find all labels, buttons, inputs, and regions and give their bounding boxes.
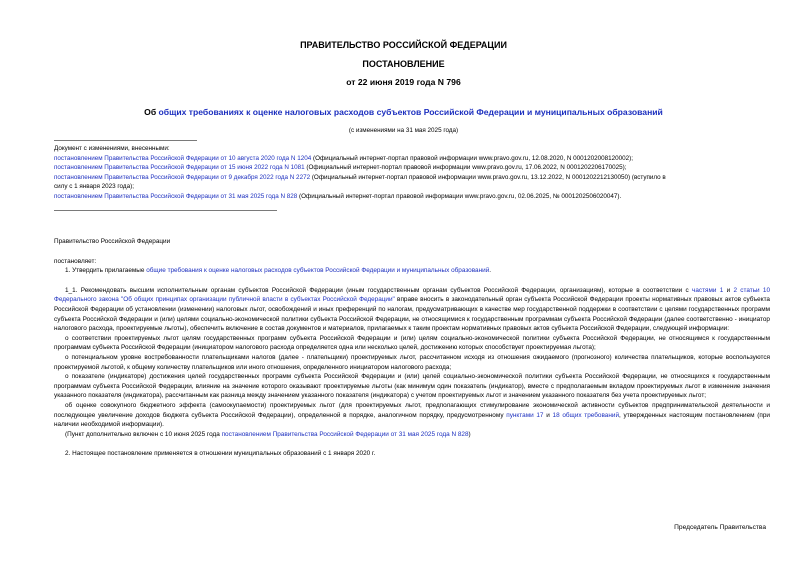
issuer-title: ПРАВИТЕЛЬСТВО РОССИЙСКОЙ ФЕДЕРАЦИИ <box>300 40 507 50</box>
p11-rest: вправе вносить в законодательный орган субъекта Российской Федерации проекты нормативных правовых актов субъекта Российской Федерации об установлении (изменении) налоговых льгот, освобождений и иных преференций по налогам, предусматривающих в качестве мер государственной поддержки в соответствии с целями государственных программ субъекта Российской Федерации и (или) целями социально-экономической политики субъекта Российской Федерации, не относящимися к государственным программам субъекта Российской Федерации (далее соответственно - инициатор налогового расхода, проектируемые льготы), обеспечить включение в состав документов и материалов, прилагаемых к таким проектам нормативных правовых актов субъекта Российской Федерации, следующей информации: <box>54 296 770 333</box>
p15-rest: , утвержденных настоящим постановлением (при наличии необходимой информации). <box>54 411 771 429</box>
edit-text: (Официальный интернет-портал правовой информации www.pravo.gov.ru, 17.06.2022, N 0001202206170025); <box>304 164 627 172</box>
p1-end: . <box>489 267 492 275</box>
note-end: ) <box>468 430 471 438</box>
edit-item <box>54 173 770 183</box>
paragraph-1 <box>54 266 770 276</box>
government-line: Правительство Российской Федерации <box>54 238 171 245</box>
document-body <box>54 237 770 459</box>
edit-text: (Официальный интернет-портал правовой информации www.pravo.gov.ru, 13.12.2022, N 0001202212130050) (вступило в <box>310 173 666 181</box>
document-date: от 22 июня 2019 года N 796 <box>346 77 461 87</box>
heading-link[interactable]: общих требованиях к оценке налоговых расходов субъектов Российской Федерации и муниципальных образований <box>158 107 663 117</box>
note-link[interactable]: постановлением Правительства Российской Федерации от 31 мая 2025 года N 828 <box>221 430 469 438</box>
paragraph-item-2: о потенциальном уровне востребованности плательщиками налогов (далее - плательщики) проектируемых льгот, рассчитанном исходя из отношения ожидаемого (прогнозного) количества плательщиков, которые воспользуются проектируемой льготой, к общему количеству плательщиков или иного отношения, определенного инициатором налогового расхода; <box>54 353 770 371</box>
edits-list <box>54 144 770 202</box>
document-type: ПОСТАНОВЛЕНИЕ <box>362 59 445 69</box>
p15-link-17[interactable]: пунктами 17 <box>506 411 544 419</box>
edit-item <box>54 154 770 164</box>
edit-link[interactable]: постановлением Правительства Российской Федерации от 15 июня 2022 года N 1081 <box>54 164 305 172</box>
edit-text: (Официальный интернет-портал правовой информации www.pravo.gov.ru, 12.08.2020, N 0001202008120002); <box>311 154 634 162</box>
decree-line: постановляет: <box>54 257 97 265</box>
edits-intro: Документ с изменениями, внесенными: <box>54 145 170 152</box>
edit-item <box>54 192 770 202</box>
edit-link[interactable]: постановлением Правительства Российской Федерации от 9 декабря 2022 года N 2272 <box>54 173 311 181</box>
p11-mid: и <box>723 286 734 294</box>
p1-text: 1. Утвердить прилагаемые <box>65 267 147 275</box>
paragraph-1-1 <box>54 286 770 334</box>
heading-prefix: Об <box>144 107 159 117</box>
p15-mid: и <box>543 411 553 419</box>
p15-text: об оценке совокупного бюджетного эффекта (самоокупаемости) проектируемых льгот (для проектируемых льгот, предполагающих стимулирование экономической активности субъектов предпринимательской деятельности и последующее увеличение доходов бюджета субъекта Российской Федерации), определенной в порядке, аналогичном порядку, предусмотренному <box>54 401 770 419</box>
note-text: (Пункт дополнительно включен с 10 июня 2025 года <box>65 430 222 438</box>
edit-text: (Официальный интернет-портал правовой информации www.pravo.gov.ru, 02.06.2025, № 0001202506020047). <box>297 192 622 200</box>
revision-note: (с изменениями на 31 мая 2025 года) <box>348 127 459 134</box>
edit-link[interactable]: постановлением Правительства Российской Федерации от 10 августа 2020 года N 1204 <box>54 154 312 162</box>
document-heading <box>0 107 807 117</box>
p11-link-parts[interactable]: частями 1 <box>692 286 724 294</box>
paragraph-item-1: о соответствии проектируемых льгот целям государственных программ субъекта Российской Федерации и (или) целям социально-экономической политики субъекта Российской Федерации, не относящимся к государственным программам субъекта Российской Федерации (инициатором налогового расхода определяется одна или несколько целей, достижению которых способствует проектируемая льгота); <box>54 334 770 352</box>
p11-link-law[interactable]: 2 статьи 10 Федерального закона "Об общих принципах организации публичной власти в субъектах Российской Федерации" <box>54 286 770 304</box>
paragraph-item-4 <box>54 401 770 430</box>
p11-text: 1_1. Рекомендовать высшим исполнительным органам субъектов Российской Федерации (иным государственным органам субъектов Российской Федерации, организациям), которые в соответствии с <box>65 286 693 294</box>
amendment-note <box>54 430 770 440</box>
p1-link[interactable]: общие требования к оценке налоговых расходов субъектов Российской Федерации и муниципальных образований <box>146 267 490 275</box>
p15-link-18[interactable]: 18 общих требований <box>552 411 620 419</box>
edit-item-cont: силу с 1 января 2023 года); <box>54 183 134 191</box>
edit-item <box>54 163 770 173</box>
paragraph-2: 2. Настоящее постановление применяется в отношении муниципальных образований с 1 января 2020 г. <box>65 450 376 458</box>
signature: Председатель Правительства <box>674 524 766 531</box>
divider-bottom <box>54 210 277 211</box>
divider-top <box>54 140 197 141</box>
edit-link[interactable]: постановлением Правительства Российской Федерации от 31 мая 2025 года N 828 <box>54 192 298 200</box>
paragraph-item-3: о показателе (индикаторе) достижения целей государственных программ субъекта Российской Федерации и (или) целей социально-экономической политики субъекта Российской Федерации, не относящихся к государственным программам субъекта Российской Федерации, влияние на значение которого оказывают проектируемые льготы (как минимум один показатель (индикатор), вместе с предполагаемым вкладом проектируемых льгот в изменение значения указанного показателя (индикатора), рассчитанным как разница между значением указанного показателя (индикатора) с учетом проектируемых льгот и значением указанного показателя без учета проектируемых льгот; <box>54 373 770 400</box>
